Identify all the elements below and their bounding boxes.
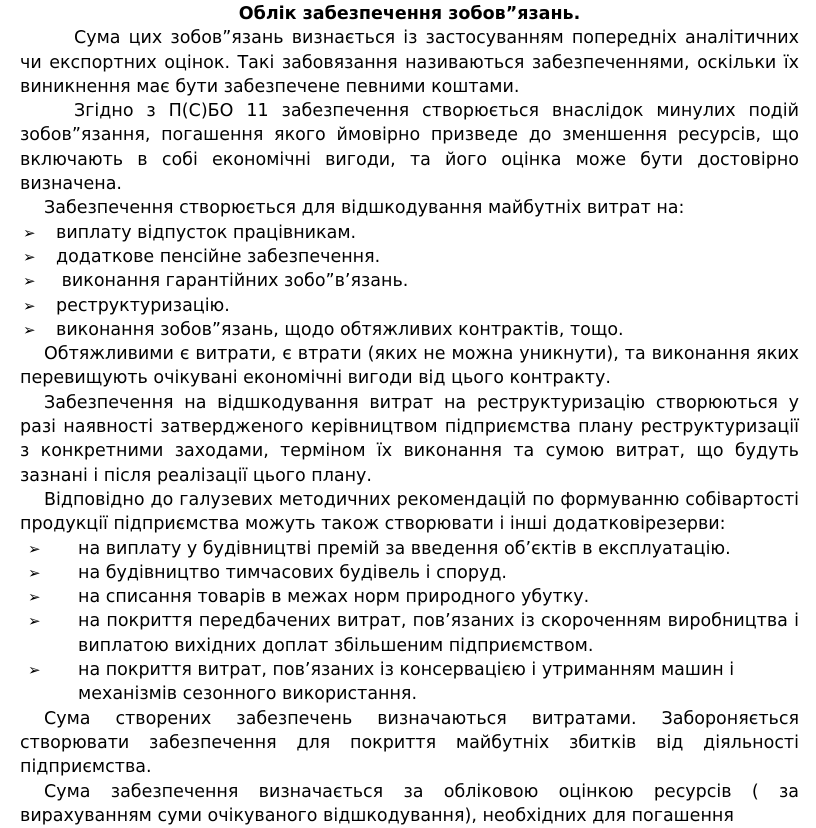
list-item [20,561,799,585]
list-item [20,609,799,658]
list-item-text: на покриття передбачених витрат, пов’язаних із скороченням виробництва і виплатою вихідних доплат збільшеним підприємством. [78,611,799,655]
list-item [20,318,799,342]
paragraph-industry-recommendations: Відповідно до галузевих методичних рекомендацій по формуванню собівартості продукції підприємства можуть також створювати і інші додатковірезерви: [20,488,799,537]
list-item [20,537,799,561]
list-item-text: виплату відпусток працівникам. [56,223,356,243]
paragraph-provision-valuation: Сума забезпечення визначається за обліковою оцінкою ресурсів ( за вирахуванням суми очікуваного відшкодування), необхідних для погашення [20,780,799,828]
paragraph-psbo-11: Згідно з П(С)БО 11 забезпечення створюється внаслідок минулих подій зобов”язання, погашення якого ймовірно призведе до зменшення ресурсів, що включають в собі економічні вигоди, та його оцінка може бути достовірно визначена. [20,99,799,196]
list-item [20,221,799,245]
arrowhead-bullet-icon: ➢ [28,561,41,585]
arrowhead-bullet-icon: ➢ [23,318,36,342]
arrowhead-bullet-icon: ➢ [23,269,36,293]
additional-reserves-list [20,537,799,707]
list-item-text: на списання товарів в межах норм природного убутку. [78,587,589,607]
list-item [20,245,799,269]
list-item [20,269,799,293]
paragraph-onerous-costs: Обтяжливими є витрати, є втрати (яких не можна уникнути), та виконання яких перевищують очікувані економічні вигоди від цього контракту. [20,342,799,391]
list-item [20,658,799,707]
document-body [20,2,799,828]
paragraph-sum-recognition: Сума цих зобов”язань визнається із застосуванням попередніх аналітичних чи експортних оцінок. Такі забовязання називаються забезпеченнями, оскільки їх виникнення має бути забезпечене певними коштами. [20,26,799,99]
list-item-text: реструктуризацію. [56,296,230,316]
provision-purpose-list [20,221,799,342]
arrowhead-bullet-icon: ➢ [23,221,36,245]
arrowhead-bullet-icon: ➢ [23,245,36,269]
page-title: Облік забезпечення зобов”язань. [20,2,799,26]
paragraph-provision-purpose: Забезпечення створюється для відшкодування майбутніх витрат на: [20,196,799,220]
list-item-text: на виплату у будівництві премій за введення об’єктів в експлуатацію. [78,539,731,559]
arrowhead-bullet-icon: ➢ [28,537,41,561]
list-item-text: виконання гарантійних зобо”в’язань. [56,271,408,291]
paragraph-provision-amount: Сума створених забезпечень визначаються витратами. Забороняється створювати забезпечення для покриття майбутніх збитків від діяльності підприємства. [20,707,799,780]
paragraph-restructuring: Забезпечення на відшкодування витрат на реструктуризацію створюються у разі наявності затвердженого керівництвом підприємства плану реструктуризації з конкретними заходами, терміном їх виконання та сумою витрат, що будуть зазнані і після реалізації цього плану. [20,391,799,488]
list-item-text: виконання зобов”язань, щодо обтяжливих контрактів, тощо. [56,320,624,340]
arrowhead-bullet-icon: ➢ [28,658,41,682]
arrowhead-bullet-icon: ➢ [23,294,36,318]
arrowhead-bullet-icon: ➢ [28,609,41,633]
list-item-text: додаткове пенсійне забезпечення. [56,247,380,267]
list-item-text: на покриття витрат, пов’язаних із консервацією і утриманням машин і механізмів сезонного використання. [78,660,734,704]
list-item [20,294,799,318]
arrowhead-bullet-icon: ➢ [28,585,41,609]
list-item [20,585,799,609]
list-item-text: на будівництво тимчасових будівель і споруд. [78,563,507,583]
